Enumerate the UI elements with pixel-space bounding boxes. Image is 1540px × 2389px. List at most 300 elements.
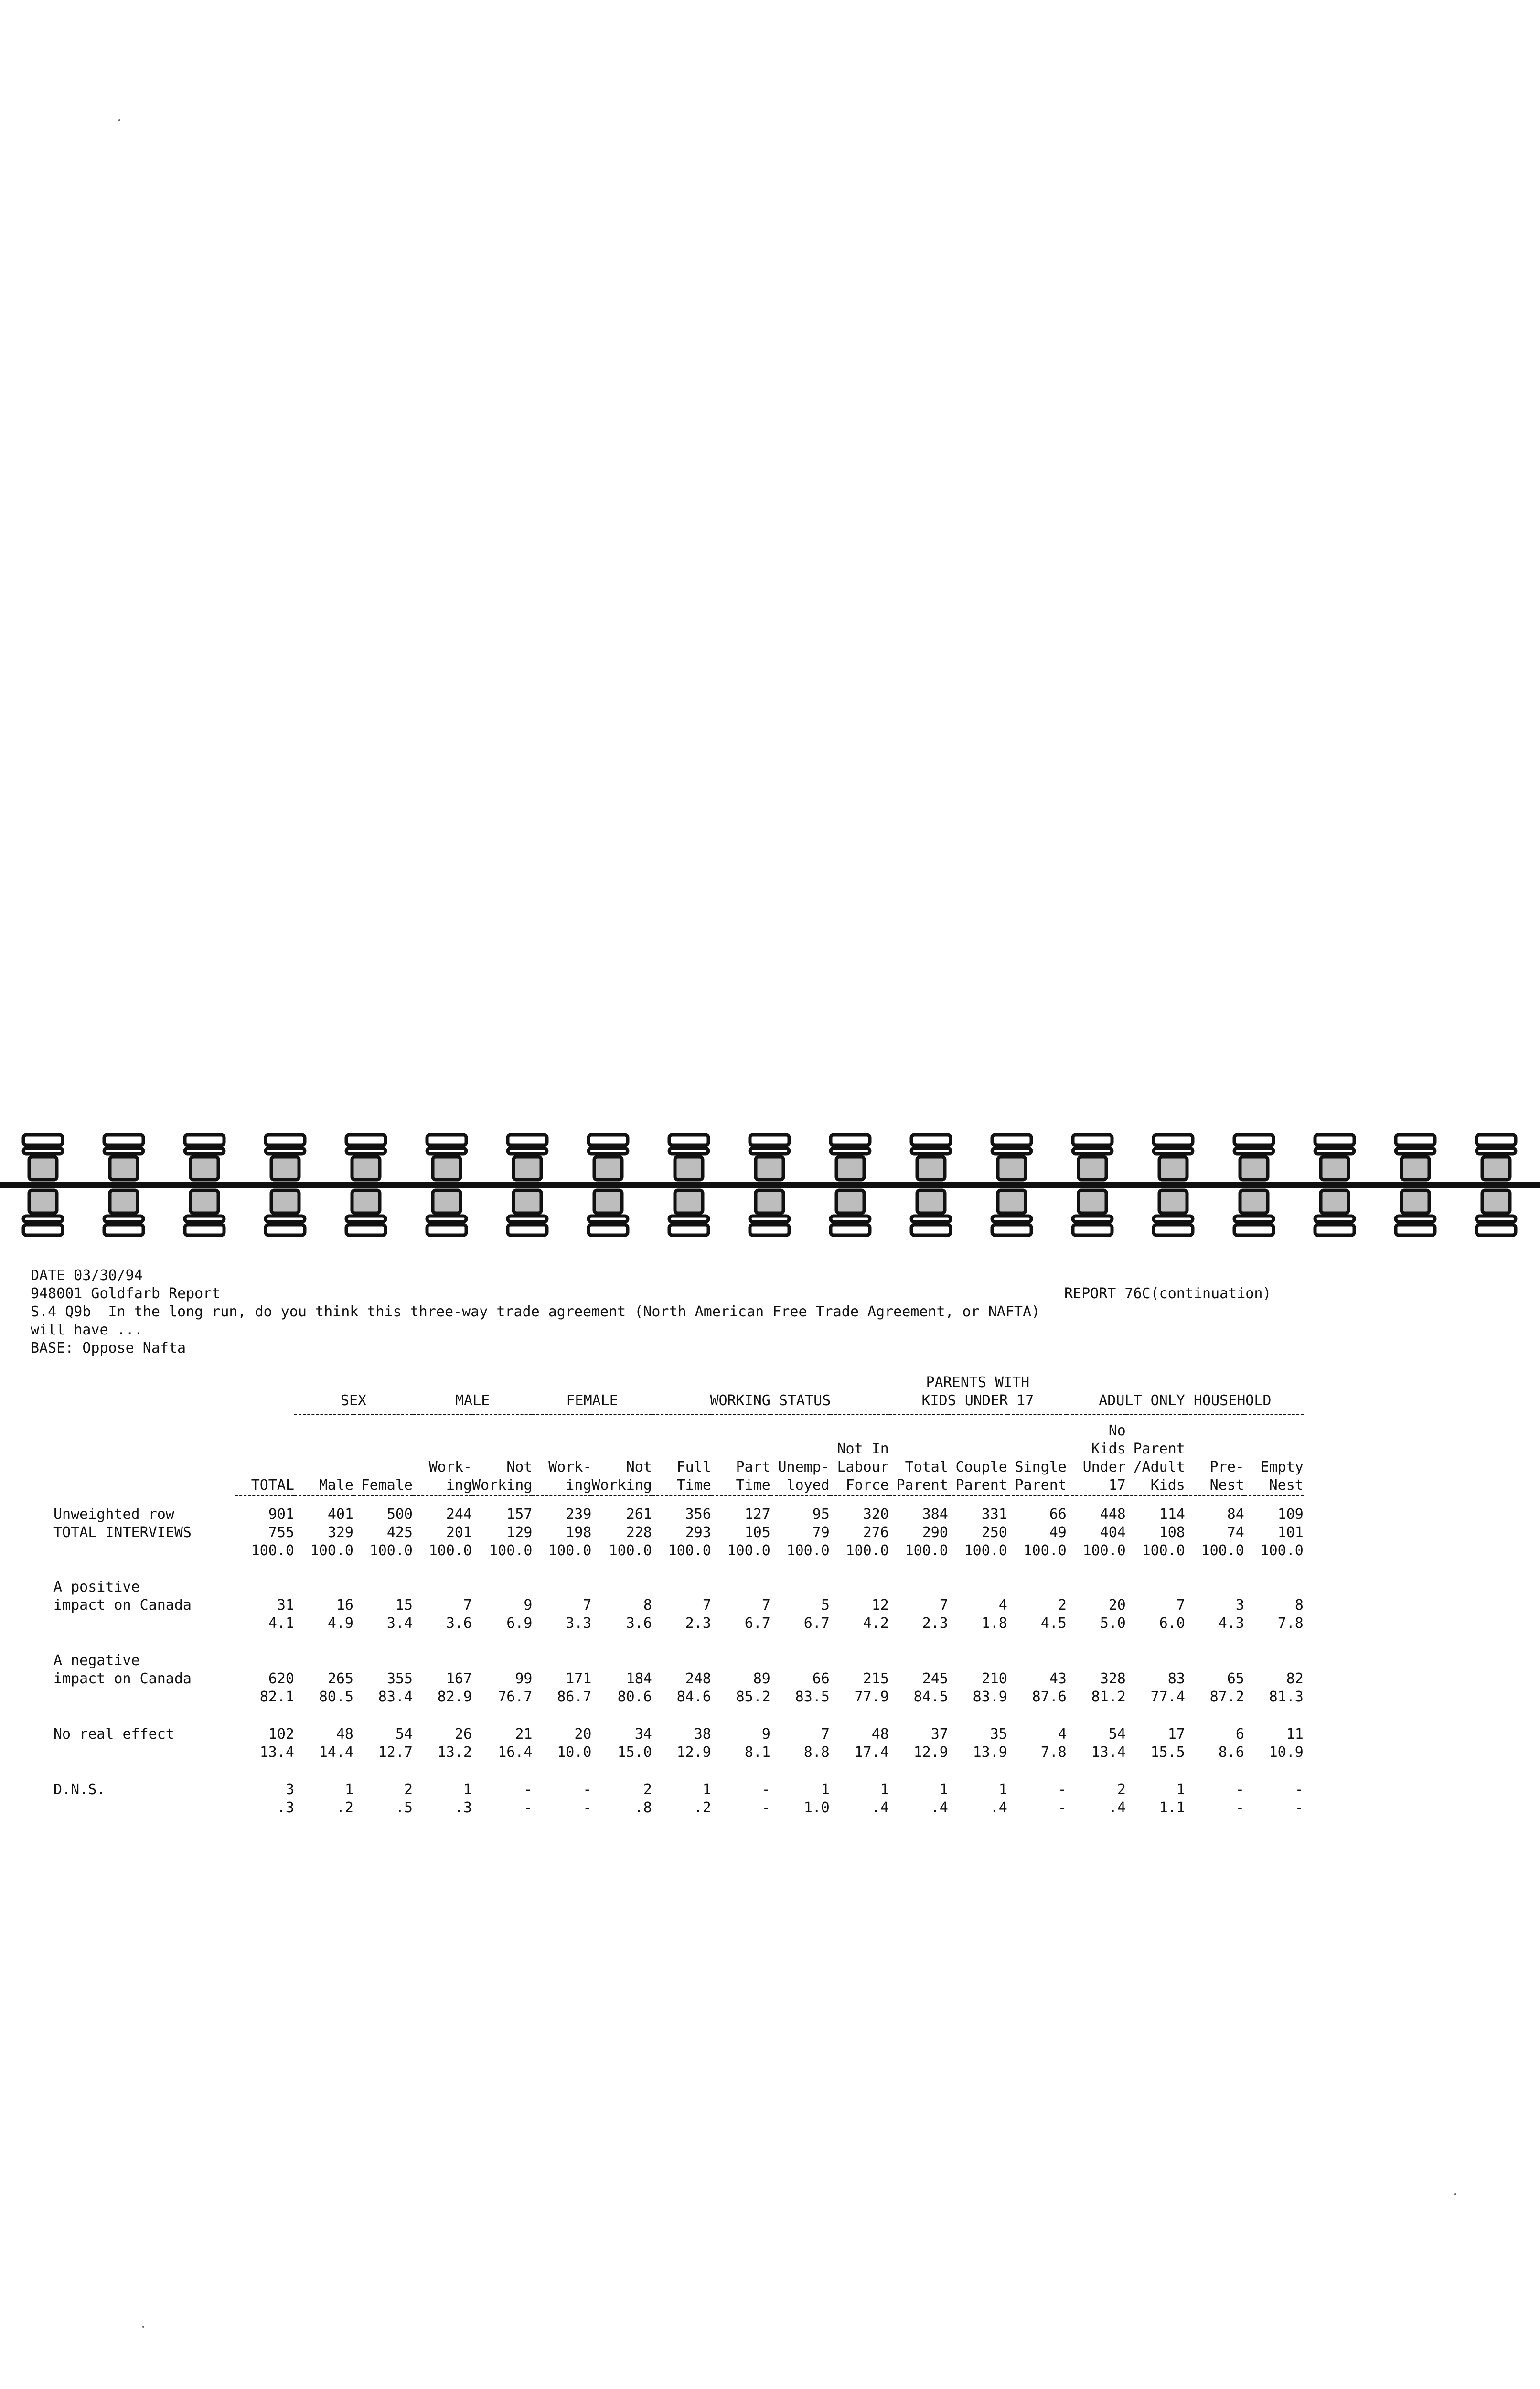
table-cell: 276: [863, 1524, 889, 1541]
group-parents-line2: KIDS UNDER 17: [921, 1392, 1034, 1409]
table-cell: -: [761, 1781, 770, 1798]
answer-count-row: [53, 1670, 1304, 1688]
column-header: [889, 1415, 948, 1496]
row-label: [53, 1743, 235, 1762]
answer-percent-row: [53, 1799, 1304, 1817]
column-underline: [770, 1496, 830, 1504]
table-cell: 6: [1235, 1726, 1244, 1743]
table-cell: 20: [1108, 1597, 1126, 1614]
column-header-text: Parent: [955, 1477, 1007, 1494]
table-cell: 109: [1277, 1506, 1304, 1523]
report-id: REPORT 76C(continuation): [1064, 1285, 1272, 1302]
table-cell: 100.0: [428, 1542, 472, 1559]
column-header: [591, 1415, 652, 1496]
table-cell: 13.9: [973, 1744, 1007, 1761]
table-cell: 16: [336, 1597, 353, 1614]
table-cell: -: [1058, 1799, 1067, 1816]
row-label: A positive: [53, 1579, 140, 1595]
column-underline: [472, 1496, 532, 1504]
row-label: [53, 1688, 235, 1706]
scan-speck: [118, 119, 120, 121]
column-underline: [1126, 1496, 1185, 1504]
table-cell: 171: [566, 1670, 592, 1687]
table-cell: 290: [922, 1524, 948, 1541]
table-cell: 17: [1167, 1726, 1185, 1743]
column-header-text: Pre-: [1209, 1459, 1244, 1475]
table-cell: 3: [1235, 1597, 1244, 1614]
column-header: [413, 1415, 472, 1496]
table-cell: 15.0: [617, 1744, 652, 1761]
table-cell: 100.0: [251, 1542, 294, 1559]
table-cell: 89: [753, 1670, 770, 1687]
table-cell: 84: [1227, 1506, 1244, 1523]
column-header-text: Parent: [896, 1477, 948, 1494]
column-underline: [1007, 1496, 1067, 1504]
table-cell: -: [583, 1781, 592, 1798]
table-cell: 82: [1286, 1670, 1304, 1687]
column-header: [948, 1415, 1007, 1496]
column-header-text: ing: [446, 1477, 472, 1494]
table-cell: 404: [1100, 1524, 1126, 1541]
table-cell: 6.7: [744, 1615, 770, 1632]
table-cell: 1.1: [1159, 1799, 1185, 1816]
table-cell: 48: [336, 1726, 353, 1743]
column-header-text: Part: [736, 1459, 770, 1475]
column-header-text: Full: [676, 1459, 711, 1475]
table-cell: .4: [871, 1799, 889, 1816]
table-cell: 4.5: [1040, 1615, 1067, 1632]
column-header: [472, 1415, 532, 1496]
row-label: Unweighted row: [53, 1506, 174, 1523]
column-header-text: Couple: [955, 1459, 1007, 1475]
answer-percent-row: [53, 1743, 1304, 1762]
table-cell: 248: [685, 1670, 711, 1687]
column-underline: [413, 1496, 472, 1504]
column-header-text: Nest: [1209, 1477, 1244, 1494]
table-cell: 1: [463, 1781, 472, 1798]
table-cell: 100.0: [786, 1542, 830, 1559]
table-cell: 3.3: [566, 1615, 592, 1632]
table-cell: 80.6: [617, 1689, 652, 1705]
table-cell: 14.4: [319, 1744, 353, 1761]
base-row: [53, 1524, 1304, 1542]
table-cell: 4: [998, 1597, 1007, 1614]
table-cell: 1: [702, 1781, 711, 1798]
table-cell: 3.6: [446, 1615, 472, 1632]
row-label: [53, 1799, 235, 1817]
table-cell: 11: [1286, 1726, 1304, 1743]
table-cell: 102: [268, 1726, 294, 1743]
table-cell: 4.2: [863, 1615, 889, 1632]
table-cell: 6.9: [506, 1615, 533, 1632]
row-spacer-cell: [53, 1560, 1304, 1578]
table-cell: 100.0: [548, 1542, 592, 1559]
table-cell: 215: [863, 1670, 889, 1687]
table-cell: 7.8: [1277, 1615, 1304, 1632]
table-cell: 384: [922, 1506, 948, 1523]
table-cell: 261: [626, 1506, 652, 1523]
table-cell: 2: [404, 1781, 413, 1798]
column-header-text: 17: [1108, 1477, 1126, 1494]
base-row: [53, 1506, 1304, 1524]
column-header-text: TOTAL: [251, 1477, 294, 1494]
table-cell: 355: [386, 1670, 413, 1687]
column-header-text: Work-: [428, 1459, 472, 1475]
column-header: [652, 1415, 711, 1496]
table-cell: 100.0: [310, 1542, 353, 1559]
table-cell: 4.3: [1218, 1615, 1244, 1632]
table-cell: 265: [327, 1670, 353, 1687]
table-cell: 12.7: [378, 1744, 413, 1761]
spiral-binding: [0, 1125, 1540, 1245]
column-header-text: Nest: [1269, 1477, 1304, 1494]
column-header-text: Parent: [1133, 1441, 1185, 1457]
column-header-row: [53, 1415, 1304, 1496]
table-cell: 48: [871, 1726, 889, 1743]
table-cell: 2: [1058, 1597, 1067, 1614]
table-cell: 8.6: [1218, 1744, 1244, 1761]
table-cell: 37: [930, 1726, 948, 1743]
stub-dash-spacer: [53, 1496, 235, 1504]
table-cell: 244: [446, 1506, 472, 1523]
crosstab-table: [53, 1374, 1304, 1817]
table-cell: 100.0: [1201, 1542, 1244, 1559]
column-header: [353, 1415, 413, 1496]
table-cell: .2: [694, 1799, 711, 1816]
table-cell: 500: [386, 1506, 413, 1523]
column-header-text: Single: [1015, 1459, 1067, 1475]
group-parents-line1: PARENTS WITH: [926, 1374, 1030, 1391]
table-cell: 81.2: [1091, 1689, 1126, 1705]
row-spacer: [53, 1706, 1304, 1725]
group-male: MALE: [413, 1374, 532, 1415]
row-spacer-cell: [53, 1706, 1304, 1725]
column-underline: [235, 1496, 294, 1504]
base-description: BASE: Oppose Nafta: [31, 1340, 186, 1356]
column-header-text: Not In: [837, 1441, 889, 1457]
column-header-text: Total: [905, 1459, 948, 1475]
table-cell: 7.8: [1040, 1744, 1067, 1761]
table-cell: 35: [990, 1726, 1007, 1743]
table-cell: 1: [1176, 1781, 1185, 1798]
table-cell: 7: [939, 1597, 948, 1614]
table-cell: 26: [454, 1726, 472, 1743]
question-text-line1: S.4 Q9b In the long run, do you think this three-way trade agreement (North American Free Trade Agreement, or NAFTA): [31, 1303, 1040, 1320]
table-cell: .8: [634, 1799, 652, 1816]
column-header: [1244, 1415, 1304, 1496]
table-cell: 401: [327, 1506, 353, 1523]
table-cell: 3.6: [626, 1615, 652, 1632]
table-cell: 356: [685, 1506, 711, 1523]
table-cell: 100.0: [964, 1542, 1007, 1559]
column-underline: [1244, 1496, 1304, 1504]
column-underline: [353, 1496, 413, 1504]
table-cell: 13.2: [437, 1744, 472, 1761]
group-header-row: [53, 1374, 1304, 1415]
table-cell: -: [1294, 1781, 1304, 1798]
column-header: [711, 1415, 770, 1496]
row-label: [53, 1614, 235, 1633]
header-underline-row: [53, 1496, 1304, 1504]
table-cell: 83: [1167, 1670, 1185, 1687]
answer-count-row: [53, 1596, 1304, 1614]
table-cell: 87.2: [1209, 1689, 1244, 1705]
column-header-text: Working: [591, 1477, 652, 1494]
column-header-text: Under: [1082, 1459, 1126, 1475]
table-cell: -: [524, 1781, 533, 1798]
table-body: [53, 1504, 1304, 1817]
table-cell: 79: [812, 1524, 830, 1541]
table-cell: 100.0: [668, 1542, 711, 1559]
row-label: impact on Canada: [53, 1597, 192, 1614]
column-header: [1185, 1415, 1244, 1496]
row-spacer-cell: [53, 1633, 1304, 1652]
table-cell: 13.4: [259, 1744, 294, 1761]
table-cell: 100.0: [609, 1542, 652, 1559]
row-label-line: [53, 1578, 1304, 1596]
table-cell: 31: [277, 1597, 294, 1614]
table-cell: .3: [454, 1799, 472, 1816]
table-cell: 1: [344, 1781, 353, 1798]
column-underline: [532, 1496, 591, 1504]
stub-header: [53, 1415, 235, 1496]
row-label-line: [53, 1652, 1304, 1670]
column-header-text: Male: [319, 1477, 353, 1494]
table-cell: -: [524, 1799, 533, 1816]
table-cell: 12.9: [913, 1744, 948, 1761]
table-cell: 9: [761, 1726, 770, 1743]
table-cell: 100.0: [1142, 1542, 1185, 1559]
table-cell: 17.4: [854, 1744, 889, 1761]
table-cell: 54: [395, 1726, 413, 1743]
row-spacer: [53, 1560, 1304, 1578]
table-cell: 7: [463, 1597, 472, 1614]
table-cell: 328: [1100, 1670, 1126, 1687]
table-cell: 49: [1049, 1524, 1067, 1541]
table-cell: 10.9: [1269, 1744, 1304, 1761]
table-cell: 100.0: [1082, 1542, 1126, 1559]
table-cell: 100.0: [1260, 1542, 1304, 1559]
table-cell: 12.9: [676, 1744, 711, 1761]
table-cell: 320: [863, 1506, 889, 1523]
column-header: [1126, 1415, 1185, 1496]
total-spacer: [235, 1374, 294, 1415]
table-cell: .4: [1108, 1799, 1126, 1816]
table-cell: 1: [998, 1781, 1007, 1798]
row-label: A negative: [53, 1652, 140, 1669]
column-header-text: Kids: [1150, 1477, 1185, 1494]
table-cell: 100.0: [489, 1542, 533, 1559]
table-cell: 12: [871, 1597, 889, 1614]
table-cell: 77.4: [1150, 1689, 1185, 1705]
table-cell: -: [761, 1799, 770, 1816]
table-cell: 8.1: [744, 1744, 770, 1761]
row-spacer-cell: [53, 1762, 1304, 1781]
group-working-status: WORKING STATUS: [652, 1374, 889, 1415]
table-cell: 7: [702, 1597, 711, 1614]
table-cell: 100.0: [905, 1542, 948, 1559]
column-header: [532, 1415, 591, 1496]
table-cell: .2: [336, 1799, 353, 1816]
column-header-text: No: [1108, 1422, 1126, 1439]
table-cell: 108: [1159, 1524, 1185, 1541]
table-cell: 755: [268, 1524, 294, 1541]
table-cell: 1.0: [803, 1799, 830, 1816]
table-cell: 198: [566, 1524, 592, 1541]
report-date: DATE 03/30/94: [31, 1267, 143, 1284]
table-cell: 1: [821, 1781, 830, 1798]
table-cell: 10.0: [557, 1744, 592, 1761]
table-cell: 2.3: [685, 1615, 711, 1632]
row-label: No real effect: [53, 1726, 174, 1743]
table-cell: 101: [1277, 1524, 1304, 1541]
table-cell: 7: [821, 1726, 830, 1743]
column-underline: [1067, 1496, 1126, 1504]
table-cell: 127: [744, 1506, 770, 1523]
table-cell: 38: [694, 1726, 711, 1743]
table-cell: 2.3: [922, 1615, 948, 1632]
column-header: [830, 1415, 889, 1496]
table-cell: 1: [939, 1781, 948, 1798]
column-header: [1007, 1415, 1067, 1496]
table-cell: 21: [515, 1726, 533, 1743]
table-cell: 250: [981, 1524, 1007, 1541]
table-cell: 82.9: [437, 1689, 472, 1705]
table-cell: 228: [626, 1524, 652, 1541]
table-cell: 100.0: [845, 1542, 889, 1559]
table-cell: 2: [1117, 1781, 1126, 1798]
column-header-text: Female: [361, 1477, 413, 1494]
table-cell: 16.4: [498, 1744, 533, 1761]
table-cell: 239: [566, 1506, 592, 1523]
table-cell: 7: [1176, 1597, 1185, 1614]
table-cell: .4: [990, 1799, 1007, 1816]
table-cell: 8: [1294, 1597, 1304, 1614]
table-cell: .5: [395, 1799, 413, 1816]
table-cell: 7: [761, 1597, 770, 1614]
table-cell: 129: [506, 1524, 533, 1541]
table-cell: 6.0: [1159, 1615, 1185, 1632]
table-cell: 105: [744, 1524, 770, 1541]
table-cell: 157: [506, 1506, 533, 1523]
column-header: [770, 1415, 830, 1496]
table-cell: 448: [1100, 1506, 1126, 1523]
table-cell: -: [1235, 1799, 1244, 1816]
answer-percent-row: [53, 1614, 1304, 1633]
table-cell: 331: [981, 1506, 1007, 1523]
group-adult-only: ADULT ONLY HOUSEHOLD: [1067, 1374, 1304, 1415]
column-underline: [889, 1496, 948, 1504]
column-header-text: Not: [626, 1459, 652, 1475]
row-spacer: [53, 1633, 1304, 1652]
table-cell: 425: [386, 1524, 413, 1541]
table-cell: 8.8: [803, 1744, 830, 1761]
table-cell: 4: [1058, 1726, 1067, 1743]
table-cell: 76.7: [498, 1689, 533, 1705]
column-header-text: Force: [845, 1477, 889, 1494]
column-header-text: Time: [676, 1477, 711, 1494]
table-cell: 620: [268, 1670, 294, 1687]
table-cell: -: [1058, 1781, 1067, 1798]
table-cell: 4.9: [327, 1615, 353, 1632]
table-cell: 167: [446, 1670, 472, 1687]
table-cell: 6.7: [803, 1615, 830, 1632]
table-cell: 15: [395, 1597, 413, 1614]
column-header: [1067, 1415, 1126, 1496]
table-cell: 114: [1159, 1506, 1185, 1523]
column-underline: [830, 1496, 889, 1504]
stub-spacer: [53, 1374, 235, 1415]
table-cell: 8: [643, 1597, 652, 1614]
column-underline: [652, 1496, 711, 1504]
question-text-line2: will have ...: [31, 1322, 143, 1338]
table-cell: .4: [930, 1799, 948, 1816]
table-cell: 5: [821, 1597, 830, 1614]
table-cell: 210: [981, 1670, 1007, 1687]
column-underline: [948, 1496, 1007, 1504]
table-cell: 100.0: [1023, 1542, 1067, 1559]
table-cell: 85.2: [736, 1689, 770, 1705]
column-header-text: Working: [472, 1477, 533, 1494]
scan-speck: [1454, 2193, 1456, 2195]
table-cell: 83.4: [378, 1689, 413, 1705]
table-cell: 2: [643, 1781, 652, 1798]
column-header-text: Parent: [1015, 1477, 1067, 1494]
row-label: [53, 1542, 235, 1560]
row-label: D.N.S.: [53, 1781, 106, 1798]
table-cell: 901: [268, 1506, 294, 1523]
table-cell: 54: [1108, 1726, 1126, 1743]
table-cell: 74: [1227, 1524, 1244, 1541]
table-cell: 4.1: [268, 1615, 294, 1632]
column-header-text: /Adult: [1133, 1459, 1185, 1475]
table-cell: 65: [1227, 1670, 1244, 1687]
column-header-text: Not: [506, 1459, 533, 1475]
column-header-text: ing: [566, 1477, 592, 1494]
table-cell: 3: [285, 1781, 294, 1798]
table-cell: 81.3: [1269, 1689, 1304, 1705]
table-cell: 83.5: [795, 1689, 830, 1705]
scan-speck: [142, 2326, 144, 2328]
table-cell: 7: [583, 1597, 592, 1614]
table-cell: 15.5: [1150, 1744, 1185, 1761]
column-underline: [591, 1496, 652, 1504]
column-header-text: Time: [736, 1477, 770, 1494]
table-cell: 80.5: [319, 1689, 353, 1705]
table-cell: 1: [880, 1781, 889, 1798]
column-header-text: loyed: [786, 1477, 830, 1494]
base-row: [53, 1542, 1304, 1560]
table-cell: -: [1294, 1799, 1304, 1816]
table-cell: 99: [515, 1670, 533, 1687]
row-label: impact on Canada: [53, 1670, 192, 1687]
table-cell: 245: [922, 1670, 948, 1687]
table-cell: -: [583, 1799, 592, 1816]
table-cell: .3: [277, 1799, 294, 1816]
column-header: [235, 1415, 294, 1496]
table-cell: 329: [327, 1524, 353, 1541]
answer-count-row: [53, 1725, 1304, 1743]
column-header-text: Kids: [1091, 1441, 1126, 1457]
table-cell: 184: [626, 1670, 652, 1687]
table-cell: 43: [1049, 1670, 1067, 1687]
group-parents: [889, 1374, 1067, 1415]
column-underline: [294, 1496, 353, 1504]
answer-count-row: [53, 1781, 1304, 1799]
column-underline: [711, 1496, 770, 1504]
group-sex: SEX: [294, 1374, 413, 1415]
table-cell: 293: [685, 1524, 711, 1541]
